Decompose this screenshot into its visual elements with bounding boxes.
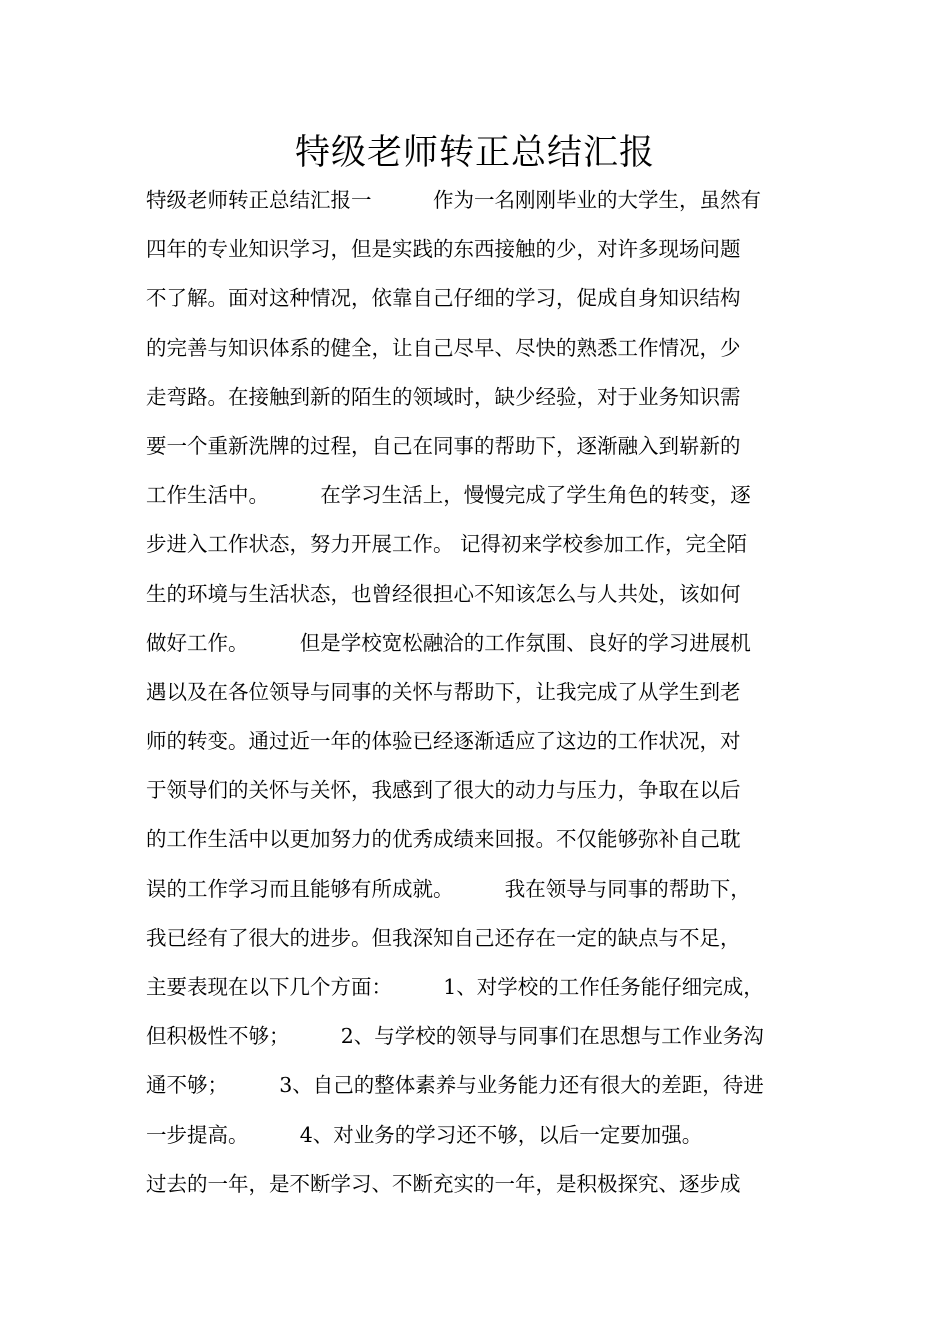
body-line: 主要表现在以下几个方面： 1、对学校的工作任务能仔细完成，	[146, 975, 764, 999]
body-line: 走弯路。在接触到新的陌生的领域时，缺少经验，对于业务知识需	[146, 384, 741, 409]
body-line: 做好工作。 但是学校宽松融洽的工作氛围、良好的学习进展机	[146, 630, 751, 655]
body-line: 一步提高。 4、对业务的学习还不够，以后一定要加强。	[146, 1122, 703, 1147]
body-line: 的完善与知识体系的健全，让自己尽早、尽快的熟悉工作情况，少	[146, 335, 741, 360]
body-line: 过去的一年，是不断学习、不断充实的一年，是积极探究、逐步成	[146, 1171, 741, 1196]
document-title: 特级老师转正总结汇报	[294, 133, 655, 173]
body-line: 特级老师转正总结汇报一 作为一名刚刚毕业的大学生，虽然有	[146, 188, 761, 212]
body-line: 我已经有了很大的进步。但我深知自己还存在一定的缺点与不足，	[146, 925, 741, 950]
body-line: 四年的专业知识学习，但是实践的东西接触的少，对许多现场问题	[146, 237, 741, 262]
body-line: 生的环境与生活状态，也曾经很担心不知该怎么与人共处，该如何	[146, 581, 741, 606]
document-body	[146, 182, 826, 1215]
body-line: 但积极性不够； 2、与学校的领导与同事们在思想与工作业务沟	[146, 1024, 764, 1049]
body-line: 步进入工作状态，努力开展工作。 记得初来学校参加工作，完全陌	[146, 532, 748, 557]
body-line: 不了解。面对这种情况，依靠自己仔细的学习，促成自身知识结构	[146, 286, 741, 311]
body-line: 师的转变。通过近一年的体验已经逐渐适应了这边的工作状况，对	[146, 729, 741, 754]
body-line: 要一个重新洗牌的过程，自己在同事的帮助下，逐渐融入到崭新的	[146, 433, 741, 458]
body-line: 工作生活中。 在学习生活上，慢慢完成了学生角色的转变，逐	[146, 483, 751, 508]
body-line: 的工作生活中以更加努力的优秀成绩来回报。不仅能够弥补自己耽	[146, 827, 741, 852]
body-line: 误的工作学习而且能够有所成就。 我在领导与同事的帮助下，	[146, 876, 751, 901]
body-line: 遇以及在各位领导与同事的关怀与帮助下，让我完成了从学生到老	[146, 679, 741, 704]
body-line: 通不够； 3、自己的整体素养与业务能力还有很大的差距，待进	[146, 1073, 764, 1098]
body-line: 于领导们的关怀与关怀，我感到了很大的动力与压力，争取在以后	[146, 778, 741, 803]
